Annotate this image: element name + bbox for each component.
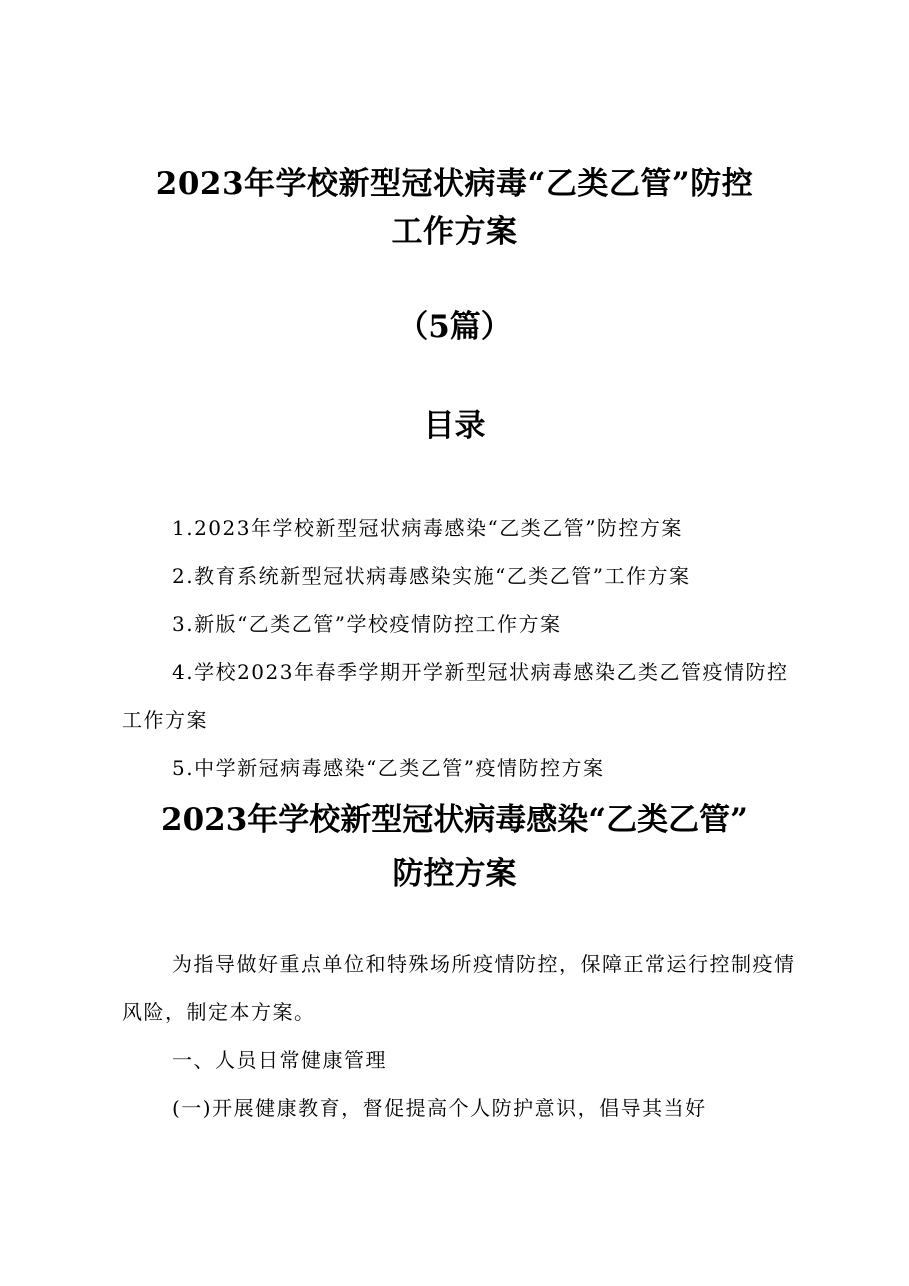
document-title-line-1: 2023年学校新型冠状病毒“乙类乙管”防控 [155, 166, 754, 202]
section-body [122, 940, 802, 1132]
toc-heading: 目录 [423, 408, 486, 444]
table-of-contents [122, 504, 802, 792]
section-title-line-2: 防控方案 [392, 856, 517, 892]
document-title-line-2: 工作方案 [391, 214, 518, 250]
toc-item-1: 1.2023年学校新型冠状病毒感染“乙类乙管”防控方案 [172, 516, 683, 540]
toc-item-4: 4.学校2023年春季学期开学新型冠状病毒感染乙类乙管疫情防控工作方案 [122, 660, 789, 732]
document-title [100, 160, 809, 256]
body-paragraph-1: 为指导做好重点单位和特殊场所疫情防控，保障正常运行控制疫情风险，制定本方案。 [122, 952, 796, 1024]
section-title [100, 793, 809, 901]
toc-item-3: 3.新版“乙类乙管”学校疫情防控工作方案 [172, 612, 562, 636]
body-paragraph-3: (一)开展健康教育，督促提高个人防护意识，倡导其当好 [172, 1096, 707, 1120]
toc-item-5: 5.中学新冠病毒感染“乙类乙管”疫情防控方案 [172, 756, 605, 780]
document-count: （5篇） [397, 309, 512, 345]
toc-item-2: 2.教育系统新型冠状病毒感染实施“乙类乙管”工作方案 [172, 564, 691, 588]
section-title-line-1: 2023年学校新型冠状病毒感染“乙类乙管” [161, 802, 748, 838]
body-paragraph-2: 一、人员日常健康管理 [172, 1048, 387, 1072]
